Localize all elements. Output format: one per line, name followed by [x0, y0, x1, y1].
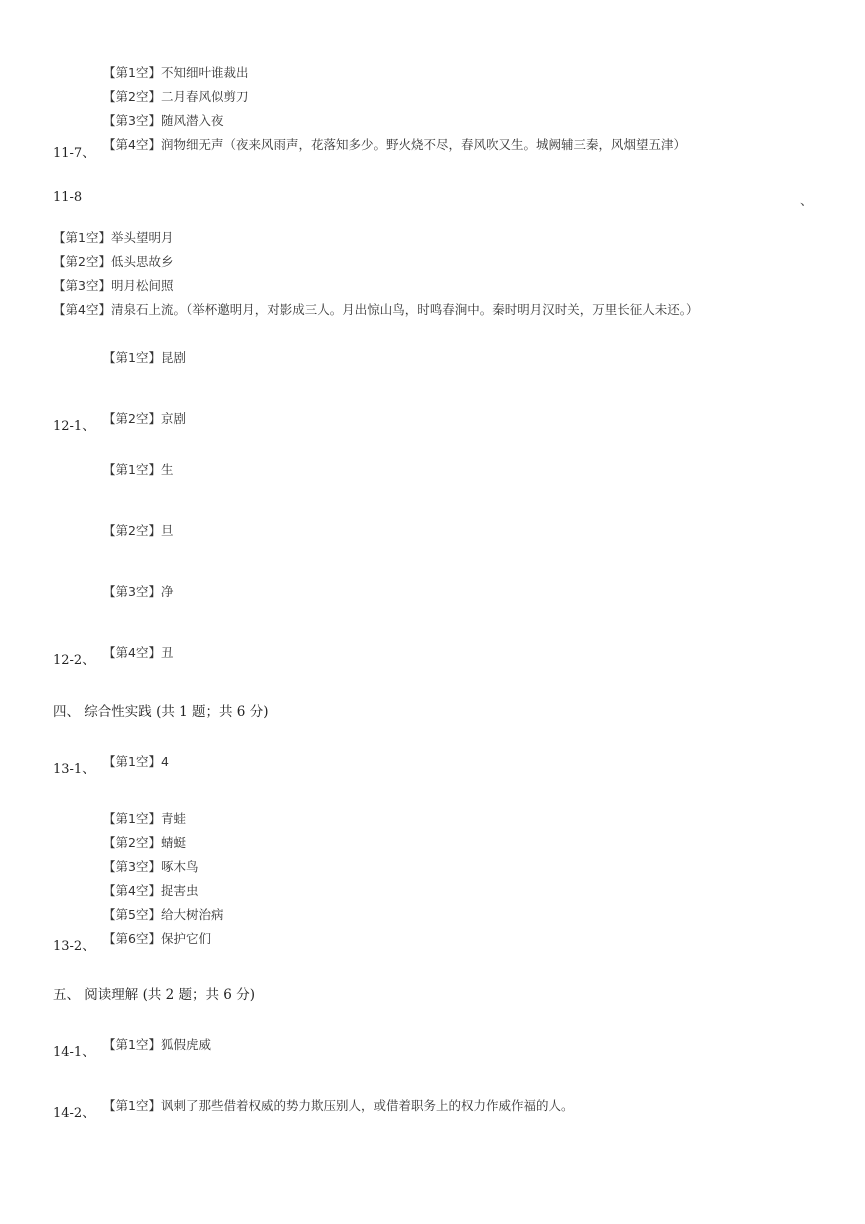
trailing-mark: 、 — [800, 194, 814, 209]
answer-13-2-4: 【第4空】捉害虫 — [103, 883, 199, 898]
answer-13-2-1: 【第1空】青蛙 — [103, 811, 186, 826]
question-number-12-1: 12-1、 — [53, 419, 96, 434]
answer-11-7-3: 【第3空】随风潜入夜 — [103, 113, 224, 128]
answer-11-8-2: 【第2空】低头思故乡 — [53, 254, 174, 269]
answer-12-1-1: 【第1空】昆剧 — [103, 350, 186, 365]
answer-13-2-2: 【第2空】蜻蜓 — [103, 835, 186, 850]
answer-11-7-1: 【第1空】不知细叶谁裁出 — [103, 65, 249, 80]
answer-14-2-1: 【第1空】讽刺了那些借着权威的势力欺压别人，或借着职务上的权力作威作福的人。 — [103, 1098, 574, 1113]
answer-12-2-4: 【第4空】丑 — [103, 645, 174, 660]
answer-14-1-1: 【第1空】狐假虎威 — [103, 1037, 211, 1052]
question-number-13-2: 13-2、 — [53, 939, 96, 954]
answer-13-2-6: 【第6空】保护它们 — [103, 931, 211, 946]
question-number-14-1: 14-1、 — [53, 1045, 96, 1060]
answer-13-2-3: 【第3空】啄木鸟 — [103, 859, 199, 874]
question-number-12-2: 12-2、 — [53, 653, 96, 668]
answer-11-8-4: 【第4空】清泉石上流。（举杯邀明月，对影成三人。月出惊山鸟，时鸣春涧中。秦时明月汉时关，万里长征人未还。） — [53, 302, 699, 317]
question-number-11-8: 11-8 — [53, 190, 83, 205]
answer-12-1-2: 【第2空】京剧 — [103, 411, 186, 426]
answer-11-7-2: 【第2空】二月春风似剪刀 — [103, 89, 249, 104]
answer-11-8-3: 【第3空】明月松间照 — [53, 278, 174, 293]
section-title-5: 五、 阅读理解 (共 2 题；共 6 分) — [53, 987, 255, 1003]
answer-13-1-1: 【第1空】4 — [103, 754, 169, 769]
answer-11-8-1: 【第1空】举头望明月 — [53, 230, 174, 245]
answer-12-2-3: 【第3空】净 — [103, 584, 174, 599]
answer-12-2-2: 【第2空】旦 — [103, 523, 174, 538]
section-title-4: 四、 综合性实践 (共 1 题；共 6 分) — [53, 704, 269, 720]
question-number-11-7: 11-7、 — [53, 146, 96, 161]
question-number-14-2: 14-2、 — [53, 1106, 96, 1121]
answer-13-2-5: 【第5空】给大树治病 — [103, 907, 224, 922]
answer-12-2-1: 【第1空】生 — [103, 462, 174, 477]
answer-11-7-4: 【第4空】润物细无声（夜来风雨声，花落知多少。野火烧不尽，春风吹又生。城阙辅三秦，风烟望五津） — [103, 137, 686, 152]
question-number-13-1: 13-1、 — [53, 762, 96, 777]
